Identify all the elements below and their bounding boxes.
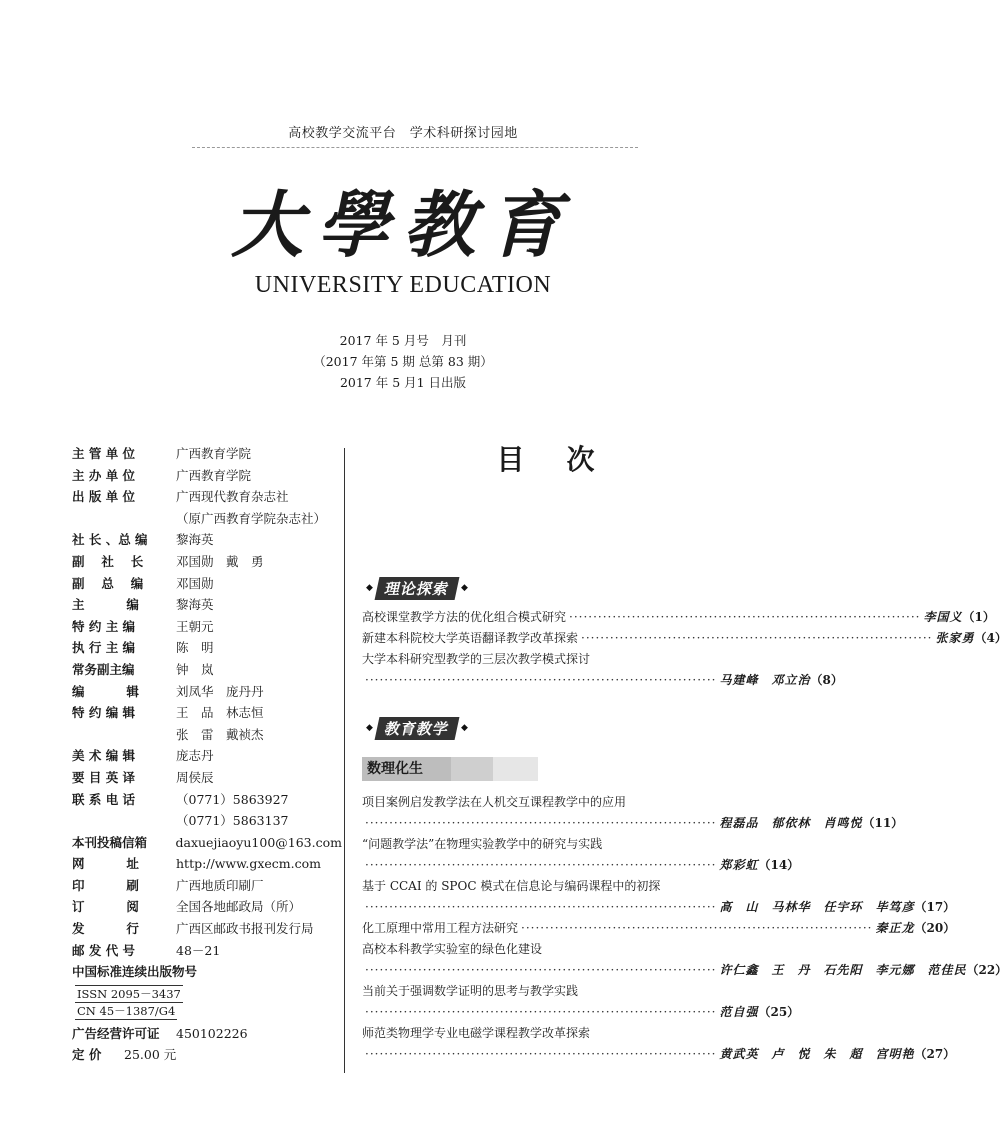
issue-line: （2017 年第 5 期 总第 83 期） xyxy=(313,354,493,369)
info-value: 全国各地邮政局（所） xyxy=(176,899,302,915)
leader-dots: ········································································· xyxy=(365,1005,717,1019)
toc-entry-author: 秦正龙 xyxy=(875,921,915,935)
toc-entry-page: （11） xyxy=(862,816,904,830)
dashed-divider xyxy=(192,147,638,148)
info-label: 联 系 电 话 xyxy=(72,791,136,807)
toc-entry-page: （27） xyxy=(914,1047,956,1061)
leader-dots: ········································································· xyxy=(581,631,933,645)
toc-entry-page: （25） xyxy=(758,1005,800,1019)
toc-entry-title: 新建本科院校大学英语翻译教学改革探索 xyxy=(362,631,579,645)
info-row xyxy=(72,551,342,573)
info-label: 网 址 xyxy=(72,856,139,872)
info-label: 特 约 编 辑 xyxy=(72,705,136,721)
toc-entry-title: 高校本科教学实验室的绿色化建设 xyxy=(362,942,543,956)
info-label: 副 社 长 xyxy=(72,553,144,569)
info-value: 广西区邮政书报刊发行局 xyxy=(176,921,314,937)
toc-entry xyxy=(362,855,800,875)
toc-entry-page: （4） xyxy=(974,631,1007,645)
info-row xyxy=(72,508,342,530)
toc-entry-title: 基于 CCAI 的 SPOC 模式在信息论与编码课程中的初探 xyxy=(362,879,661,893)
toc-entry xyxy=(362,649,732,669)
toc-entry xyxy=(362,876,732,896)
info-label: 特 约 主 编 xyxy=(72,618,136,634)
toc-entry-title: “问题教学法”在物理实验教学中的研究与实践 xyxy=(362,837,603,851)
info-row xyxy=(72,940,342,962)
toc-entry xyxy=(362,981,732,1001)
toc-title: 目次 xyxy=(484,440,649,486)
toc-entry-title: 化工原理中常用工程方法研究 xyxy=(362,921,519,935)
leader-dots: ········································································· xyxy=(365,963,717,977)
info-label: 要 目 英 译 xyxy=(72,769,136,785)
toc-entry xyxy=(362,960,1007,980)
toc-entry-author: 郑彩虹 xyxy=(719,858,759,872)
info-value: 庞志丹 xyxy=(176,748,214,764)
info-row xyxy=(72,594,342,616)
info-label: 主 管 单 位 xyxy=(72,446,136,461)
leader-dots: ········································································· xyxy=(569,610,921,624)
info-label: 编 辑 xyxy=(72,683,139,699)
toc-entry-author: 张家勇 xyxy=(935,631,975,645)
info-value: （0771）5863137 xyxy=(176,813,289,829)
toc-entry xyxy=(362,628,1007,648)
info-row xyxy=(72,681,342,703)
info-label: 主 办 单 位 xyxy=(72,467,136,483)
info-row xyxy=(72,637,342,659)
toc-entry-title: 当前关于强调数学证明的思考与教学实践 xyxy=(362,984,579,998)
info-value: 邓国勋 戴 勇 xyxy=(176,553,264,569)
info-value: 钟 岚 xyxy=(176,661,214,677)
info-row xyxy=(72,443,342,465)
masthead-info xyxy=(72,443,342,1066)
info-label: 主 编 xyxy=(72,597,139,613)
toc-entry-page: （8） xyxy=(810,673,843,687)
info-row xyxy=(72,659,342,681)
section-header-teaching: ◆ 教育教学 ◆ xyxy=(362,716,472,740)
diamond-icon: ◆ xyxy=(366,723,373,733)
toc-entry-title: 项目案例启发教学法在人机交互课程教学中的应用 xyxy=(362,795,627,809)
info-row xyxy=(72,896,342,918)
info-value: 陈 明 xyxy=(176,640,214,656)
toc-entry-author: 高 山 马林华 任宇环 毕笃彦 xyxy=(719,900,915,914)
info-value: 广西教育学院 xyxy=(176,446,252,461)
info-row xyxy=(72,918,342,940)
info-row xyxy=(72,810,342,832)
ad-license-row: 广告经营许可证 450102226 xyxy=(72,1025,248,1041)
toc-entry-author: 范自强 xyxy=(719,1005,759,1019)
toc-entry xyxy=(362,1023,732,1043)
leader-dots: ········································································· xyxy=(365,900,717,914)
toc-entry-author: 许仁鑫 王 丹 石先阳 李元娜 范佳民 xyxy=(719,963,967,977)
toc-entry xyxy=(362,897,956,917)
toc-entry-page: （17） xyxy=(914,900,956,914)
column-divider xyxy=(344,448,345,1073)
diamond-icon: ◆ xyxy=(460,723,468,733)
toc-entry xyxy=(362,1044,956,1064)
info-row xyxy=(72,573,342,595)
info-label xyxy=(72,508,176,530)
toc-entry-page: （1） xyxy=(962,610,995,624)
issue-line: 2017 年 5 月号 月刊 xyxy=(339,333,467,348)
info-value: 王朝元 xyxy=(176,618,214,634)
info-value: 广西地质印刷厂 xyxy=(176,877,264,893)
info-value: 黎海英 xyxy=(176,597,214,613)
info-label xyxy=(72,810,176,832)
info-value: 邓国勋 xyxy=(176,575,214,591)
info-label: 发 行 xyxy=(72,921,139,937)
leader-dots: ········································································· xyxy=(521,921,873,935)
info-value: （0771）5863927 xyxy=(176,791,289,807)
toc-entry-title: 大学本科研究型教学的三层次教学模式探讨 xyxy=(362,652,591,666)
leader-dots: ········································································· xyxy=(365,673,717,687)
info-row xyxy=(72,853,342,875)
info-label: 副 总 编 xyxy=(72,575,144,591)
info-row xyxy=(72,702,342,724)
toc-entry-author: 黄武英 卢 悦 朱 超 宫明艳 xyxy=(719,1047,915,1061)
info-label: 常务副主编 xyxy=(72,661,135,677)
info-row xyxy=(72,529,342,551)
info-value: 刘凤华 庞丹丹 xyxy=(176,683,264,699)
toc-entry-page: （22） xyxy=(966,963,1007,977)
toc-entry-author: 马建峰 邓立治 xyxy=(719,673,811,687)
issue-line: 2017 年 5 月1 日出版 xyxy=(339,375,467,390)
diamond-icon: ◆ xyxy=(366,583,373,593)
info-value: 黎海英 xyxy=(176,532,214,548)
price-row: 定 价 25.00 元 xyxy=(72,1047,177,1063)
info-value: 广西教育学院 xyxy=(176,467,252,483)
toc-entry-page: （14） xyxy=(758,858,800,872)
info-label: 邮 发 代 号 xyxy=(72,942,136,958)
tagline: 高校教学交流平台 学术科研探讨园地 xyxy=(288,126,518,141)
cn-number: CN 45－1387/G4 xyxy=(77,1003,176,1018)
info-row xyxy=(72,789,342,811)
info-row xyxy=(72,465,342,487)
toc-entry xyxy=(362,918,956,938)
issue-info xyxy=(0,330,806,393)
info-label: 出 版 单 位 xyxy=(72,489,136,505)
info-value: daxuejiaoyu100@163.com xyxy=(175,834,342,850)
info-row xyxy=(72,745,342,767)
toc-entry xyxy=(362,1002,800,1022)
info-value: 广西现代教育杂志社 xyxy=(176,489,289,505)
subsection-header: 数理化生 xyxy=(362,757,538,781)
info-row xyxy=(72,616,342,638)
info-value: 周侯辰 xyxy=(176,769,214,785)
info-value: 王 品 林志恒 xyxy=(176,705,264,721)
leader-dots: ········································································· xyxy=(365,1047,717,1061)
issn: ISSN 2095－3437 xyxy=(77,986,181,1001)
info-value: http://www.gxecm.com xyxy=(176,856,321,872)
info-row xyxy=(72,832,342,854)
info-value: 48－21 xyxy=(176,942,221,958)
info-row xyxy=(72,767,342,789)
info-row xyxy=(72,486,342,508)
diamond-icon: ◆ xyxy=(460,583,468,593)
std-number-label: 中国标准连续出版物号 xyxy=(72,964,198,980)
info-label xyxy=(72,724,176,746)
info-row xyxy=(72,875,342,897)
toc-entry xyxy=(362,813,904,833)
info-label: 美 术 编 辑 xyxy=(72,748,136,764)
info-label: 印 刷 xyxy=(72,877,139,893)
info-label: 执 行 主 编 xyxy=(72,640,136,656)
info-label: 订 阅 xyxy=(72,899,139,915)
toc-entry xyxy=(362,670,843,690)
toc-entry-title: 高校课堂教学方法的优化组合模式研究 xyxy=(362,610,567,624)
info-label: 社 长 、总 编 xyxy=(72,532,148,548)
issn-block xyxy=(72,985,342,1020)
toc-entry-author: 程磊品 郁依林 肖鸣悦 xyxy=(719,816,863,830)
toc-entry-author: 李国义 xyxy=(923,610,963,624)
section-header-theory: ◆ 理论探索 ◆ xyxy=(362,576,472,600)
info-row xyxy=(72,724,342,746)
info-value: 张 雷 戴祯杰 xyxy=(176,726,264,742)
toc-entry xyxy=(362,607,995,627)
info-label: 本刊投稿信箱 xyxy=(72,834,148,850)
toc-entry-page: （20） xyxy=(914,921,956,935)
toc-entry-title: 师范类物理学专业电磁学课程教学改革探索 xyxy=(362,1026,591,1040)
leader-dots: ········································································· xyxy=(365,816,717,830)
toc-entry xyxy=(362,834,732,854)
leader-dots: ········································································· xyxy=(365,858,717,872)
journal-title-cn: 大學教育 xyxy=(230,182,575,267)
toc-entry xyxy=(362,939,732,959)
toc-entry xyxy=(362,792,732,812)
info-value: （原广西教育学院杂志社） xyxy=(176,510,327,526)
journal-title-en: UNIVERSITY EDUCATION xyxy=(254,272,552,298)
